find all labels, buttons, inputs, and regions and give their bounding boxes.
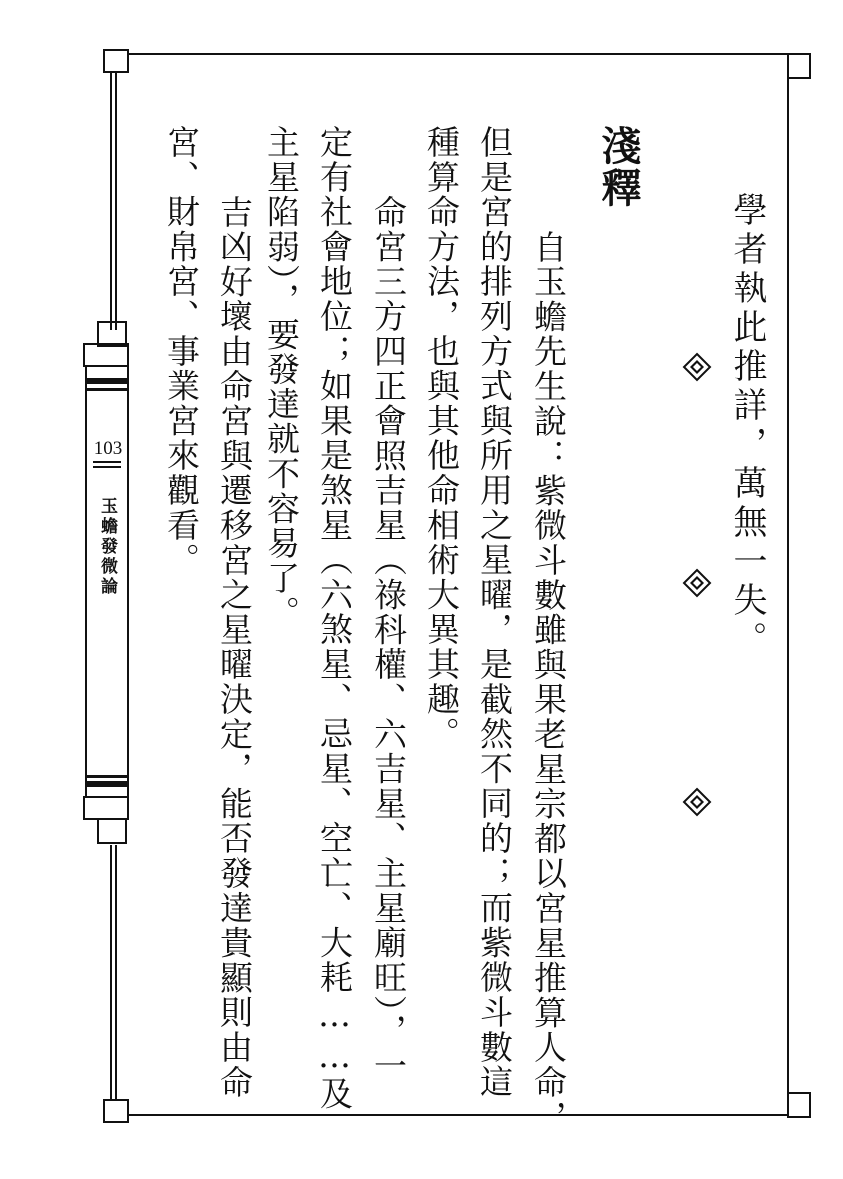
body-line: 吉凶好壞由命宮與遷移宮之星曜決定，能否發達貴顯則由命: [215, 160, 254, 1100]
body-line: 定有社會地位；如果是煞星（六煞星、忌星、空亡、大耗……及: [315, 125, 354, 1112]
body-line: 但是宮的排列方式與所用之星曜，是截然不同的；而紫微斗數這: [475, 125, 514, 1100]
section-heading: 淺釋: [595, 125, 642, 209]
body-line: 種算命方法，也與其他命相術大異其趣。: [422, 125, 461, 752]
diamond-ornament-icon: [682, 352, 712, 382]
classic-text: 學者執此推詳，萬無一失。: [727, 192, 767, 660]
page-number: 103: [93, 438, 123, 459]
body-line: 宮、財帛宮、事業宮來觀看。: [162, 125, 201, 578]
diamond-ornament-icon: [682, 787, 712, 817]
body-line: 主星陷弱），要發達就不容易了。: [262, 125, 301, 631]
diamond-ornament-icon: [682, 568, 712, 598]
body-line: 自玉蟾先生說：紫微斗數雖與果老星宗都以宮星推算人命，: [529, 195, 568, 1135]
book-title: 玉蟾發微論: [97, 497, 117, 597]
body-line: 命宮三方四正會照吉星（祿科權、六吉星、主星廟旺），一: [369, 160, 408, 1084]
